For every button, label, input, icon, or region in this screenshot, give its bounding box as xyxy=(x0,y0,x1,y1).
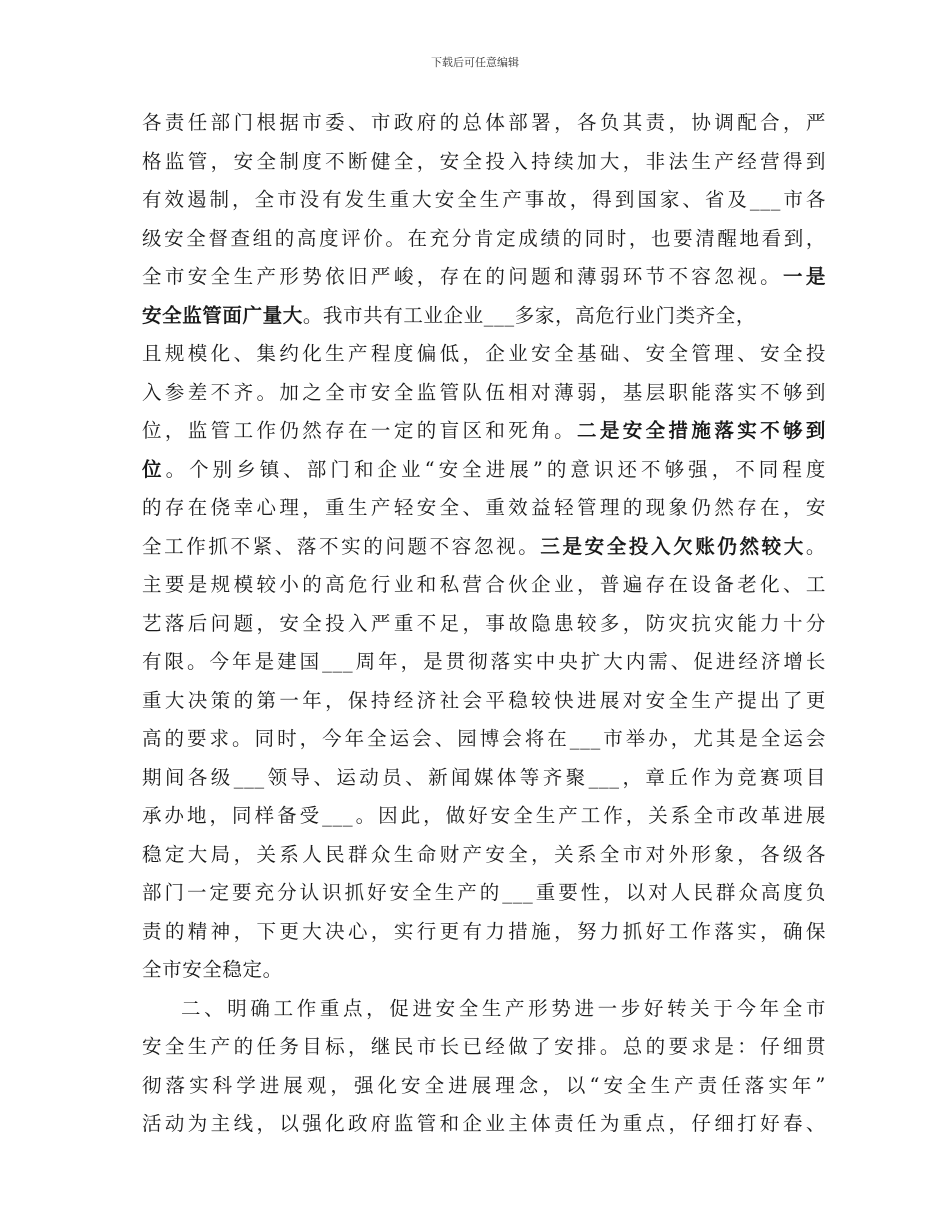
line-text: 稳定大局，关系人民群众生命财产安全，关系全市对外形象，各级各 xyxy=(142,842,826,866)
line-text: 格监管，安全制度不断健全，安全投入持续加大，非法生产经营得到 xyxy=(142,149,826,173)
line-text: 各责任部门根据市委、市政府的总体部署，各负其责，协调配合，严 xyxy=(142,111,826,134)
text-line xyxy=(142,374,826,413)
text-line xyxy=(142,297,826,336)
text-line xyxy=(142,643,826,682)
text-line xyxy=(142,451,826,490)
line-text: 期间各级___领导、运动员、新闻媒体等齐聚___，章丘作为竞赛项目 xyxy=(142,765,826,789)
document-body xyxy=(142,104,826,1144)
text-line xyxy=(142,605,826,644)
line-text: 责的精神，下更大决心，实行更有力措施，努力抓好工作落实，确保 xyxy=(142,919,826,943)
text-line xyxy=(142,104,826,143)
text-line xyxy=(142,143,826,182)
text-line xyxy=(142,990,826,1029)
line-text: 全工作抓不紧、落不实的问题不容忽视。 xyxy=(142,534,541,558)
text-line xyxy=(142,1067,826,1106)
line-text: 承办地，同样备受___。因此，做好安全生产工作，关系全市改革进展 xyxy=(142,804,826,827)
bold-text: 安全监管面广量大 xyxy=(142,303,303,327)
text-line xyxy=(142,951,826,990)
line-text: 有限。今年是建国___周年，是贯彻落实中央扩大内需、促进经济增长 xyxy=(142,650,826,673)
text-line xyxy=(142,1105,826,1144)
line-text: 级安全督查组的高度评价。在充分肯定成绩的同时，也要清醒地看到， xyxy=(142,226,826,250)
line-text: 部门一定要充分认识抓好安全生产的___重要性，以对人民群众高度负 xyxy=(142,881,826,904)
line-text: 二、明确工作重点，促进安全生产形势进一步好转关于今年全市 xyxy=(181,996,826,1020)
bold-text: 二是安全措施落实不够到 xyxy=(576,419,826,442)
line-text: 安全生产的任务目标，继民市长已经做了安排。总的要求是：仔细贯 xyxy=(142,1035,826,1058)
line-text: 高的要求。同时，今年全运会、园博会将在___市举办，尤其是全运会 xyxy=(142,727,826,750)
text-line xyxy=(142,874,826,913)
page-header: 下载后可任意编辑 xyxy=(431,56,519,69)
line-text: 主要是规模较小的高危行业和私营合伙企业，普遍存在设备老化、工 xyxy=(142,573,826,596)
text-line xyxy=(142,682,826,721)
line-text: 有效遏制，全市没有发生重大安全生产事故，得到国家、省及___市各 xyxy=(142,188,826,211)
text-line xyxy=(142,489,826,528)
line-text: 位，监管工作仍然存在一定的盲区和死角。 xyxy=(142,419,577,442)
text-line xyxy=(142,1028,826,1067)
bold-text: 位 xyxy=(142,457,166,481)
bold-text: 三是安全投入欠账仍然较大 xyxy=(540,534,806,558)
text-line xyxy=(142,258,826,297)
line-text: 入参差不齐。加之全市安全监管队伍相对薄弱，基层职能落实不够到 xyxy=(142,380,826,404)
line-text: 全市安全生产形势依旧严峻，存在的问题和薄弱环节不容忽视。 xyxy=(142,265,783,288)
text-line xyxy=(142,836,826,875)
bold-text: 一是 xyxy=(783,265,826,288)
line-text: 艺落后问题，安全投入严重不足，事故隐患较多，防灾抗灾能力十分 xyxy=(142,611,826,635)
line-text: 重大决策的第一年，保持经济社会平稳较快进展对安全生产提出了更 xyxy=(142,688,826,712)
line-text: 。我市共有工业企业___多家，高危行业门类齐全， xyxy=(302,303,756,327)
line-text: 且规模化、集约化生产程度偏低，企业安全基础、安全管理、安全投 xyxy=(142,342,826,365)
text-line xyxy=(142,412,826,451)
text-line xyxy=(142,720,826,759)
text-line xyxy=(142,797,826,836)
text-line xyxy=(142,181,826,220)
line-text: 的存在侥幸心理，重生产轻安全、重效益轻管理的现象仍然存在，安 xyxy=(142,496,826,519)
line-text: 彻落实科学进展观，强化安全进展理念，以“安全生产责任落实年” xyxy=(142,1073,826,1097)
text-line xyxy=(142,528,826,567)
line-text: 。 xyxy=(805,534,826,558)
text-line xyxy=(142,566,826,605)
text-line xyxy=(142,335,826,374)
line-text: 。个别乡镇、部门和企业“安全进展”的意识还不够强，不同程度 xyxy=(165,457,826,481)
text-line xyxy=(142,913,826,952)
line-text: 全市安全稳定。 xyxy=(142,958,283,981)
text-line xyxy=(142,759,826,798)
text-line xyxy=(142,220,826,259)
line-text: 活动为主线，以强化政府监管和企业主体责任为重点，仔细打好春、 xyxy=(142,1112,826,1135)
